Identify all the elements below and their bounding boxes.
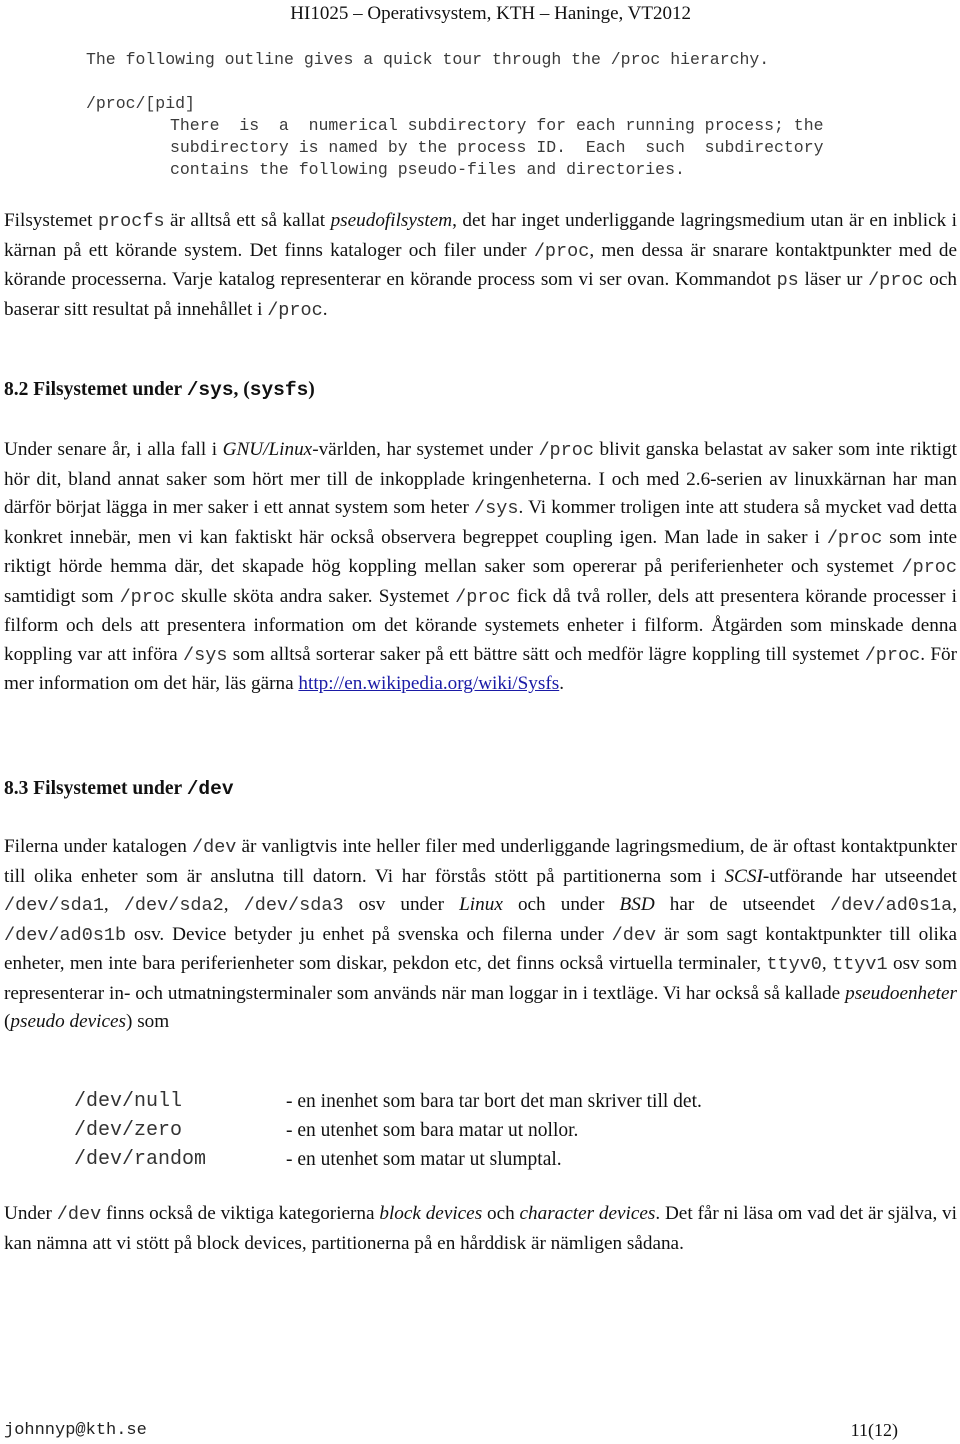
paragraph-procfs: Filsystemet procfs är alltså ett så kallat pseudofilsystem, det har inget underliggande lagringsmedium utan är en inblick i kärnan på ett körande system. Det finns kataloger och filer under /proc, men dessa är snarare kontaktpunkter med de körande processerna. Varje katalog representerar en körande process som vi ser ovan. Kommandot ps läser ur /proc och baserar sitt resultat på innehållet i /proc. xyxy=(4,210,958,321)
heading-dev: 8.3 Filsystemet under /dev xyxy=(4,778,234,800)
man-desc-line-3: contains the following pseudo-files and directories. xyxy=(170,160,685,179)
footer-email: johnnyp@kth.se xyxy=(4,1421,147,1440)
device-description: - en utenhet som matar ut slumptal. xyxy=(286,1149,562,1170)
sysfs-wikipedia-link[interactable]: http://en.wikipedia.org/wiki/Sysfs xyxy=(298,673,560,694)
heading-sysfs: 8.2 Filsystemet under /sys, (sysfs) xyxy=(4,379,315,401)
device-name: /dev/zero xyxy=(74,1119,183,1142)
man-intro-line: The following outline gives a quick tour through the /proc hierarchy. xyxy=(86,50,770,69)
page-header: HI1025 – Operativsystem, KTH – Haninge, VT2012 xyxy=(290,3,691,24)
device-name: /dev/random xyxy=(74,1148,207,1171)
footer-page-number: 11(12) xyxy=(850,1420,898,1440)
paragraph-sysfs: Under senare år, i alla fall i GNU/Linux-världen, har systemet under /proc blivit ganska belastat av saker som inte riktigt hör dit, bland annat saker som hört mer till de inkopplade kringenheterna. I och med 2.6-serien av linuxkärnan har man därför börjat lägga in mer saker i ett annat system som heter /sys. Vi kommer troligen inte att studera så mycket vad detta konkret innebär, men vi kan faktiskt här också observera begreppet coupling igen. Man lade in saker i /proc som inte riktigt hörde hemma där, det skapade hög koppling mellan saker som opererar på periferienheter och systemet /proc samtidigt som /proc skulle sköta andra saker. Systemet /proc fick då två roller, dels att presentera körande processer i filform och dels att presentera information om det körande systemets enheter i filform. Åtgärden som minskade denna koppling var att införa /sys som alltså sorterar saker på ett bättre sätt och medför lägre koppling till systemet /proc. För mer information om det här, läs gärna http://en.wikipedia.org/wiki/Sysfs. xyxy=(4,439,957,694)
device-name: /dev/null xyxy=(74,1090,183,1113)
paragraph-device-categories: Under /dev finns också de viktiga kategorierna block devices och character devices. Det får ni läsa om vad det är själva, vi kan nämna att vi stött på block devices, partitionerna på en hårddisk är nämligen sådana. xyxy=(4,1203,957,1254)
man-desc-line-2: subdirectory is named by the process ID. Each such subdirectory xyxy=(170,138,824,157)
man-path-line: /proc/[pid] xyxy=(86,94,195,113)
paragraph-dev: Filerna under katalogen /dev är vanligtvis inte heller filer med underliggande lagringsmedium, de är oftast kontaktpunkter till olika enheter som är anslutna till datorn. Vi har förstås stött på partitionerna som i SCSI-utförande har utseendet /dev/sda1, /dev/sda2, /dev/sda3 osv under Linux och under BSD har de utseendet /dev/ad0s1a, /dev/ad0s1b osv. Device betyder ju enhet på svenska och filerna under /dev är som sagt kontaktpunkter till olika enheter, men inte bara periferienheter som diskar, pekdon etc, det finns också virtuella terminaler, ttyv0, ttyv1 osv som representerar in- och utmatningsterminaler som används när man loggar in i textläge. Vi har också så kallade pseudoenheter (pseudo devices) som xyxy=(4,836,958,1032)
device-description: - en utenhet som bara matar ut nollor. xyxy=(286,1120,579,1141)
man-desc-line-1: There is a numerical subdirectory for each running process; the xyxy=(170,116,824,135)
device-description: - en inenhet som bara tar bort det man skriver till det. xyxy=(286,1091,702,1112)
